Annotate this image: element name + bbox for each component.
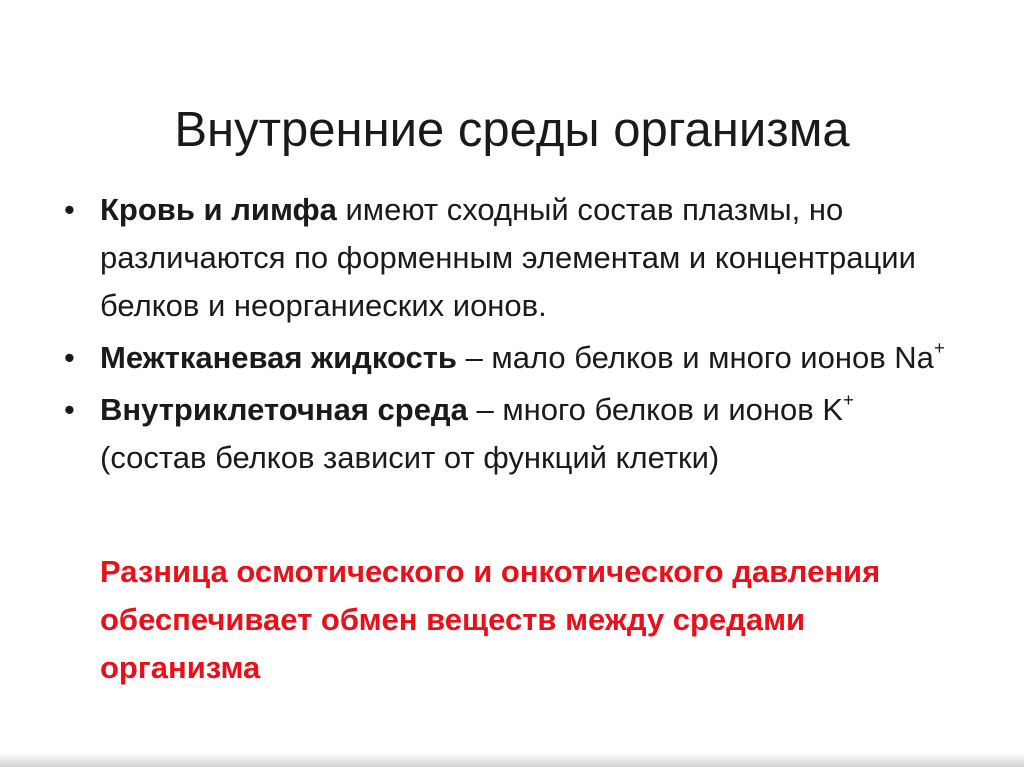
- slide-title: Внутренние среды организма: [174, 102, 850, 157]
- bullet-text: – много белков и ионов K: [467, 392, 844, 427]
- bullet-text: имеют сходный состав плазмы, но различаются по форменным элементам и концентрации белков и неорганиеских ионов.: [100, 192, 916, 323]
- charge-superscript: +: [933, 337, 945, 359]
- bullet-item-blood-lymph: [60, 186, 960, 330]
- bullet-list: [60, 186, 960, 486]
- bullet-term: Внутриклеточная среда: [100, 392, 468, 427]
- charge-superscript: +: [843, 389, 854, 411]
- bullet-dot: •: [64, 192, 75, 227]
- highlight-note: Разница осмотического и онкотического давления обеспечивает обмен веществ между средами организма: [100, 554, 881, 685]
- bullet-item-interstitial-fluid: [60, 334, 960, 382]
- bullet-term: Кровь и лимфа: [100, 192, 337, 227]
- bullet-dot: •: [64, 340, 75, 375]
- bullet-dot: •: [64, 392, 75, 427]
- bullet-term: Межтканевая жидкость: [100, 340, 457, 375]
- bullet-text-continued: (состав белков зависит от функций клетки): [100, 440, 720, 475]
- bullet-item-intracellular-fluid: [60, 386, 960, 482]
- bullet-text: – мало белков и много ионов Na: [456, 340, 934, 375]
